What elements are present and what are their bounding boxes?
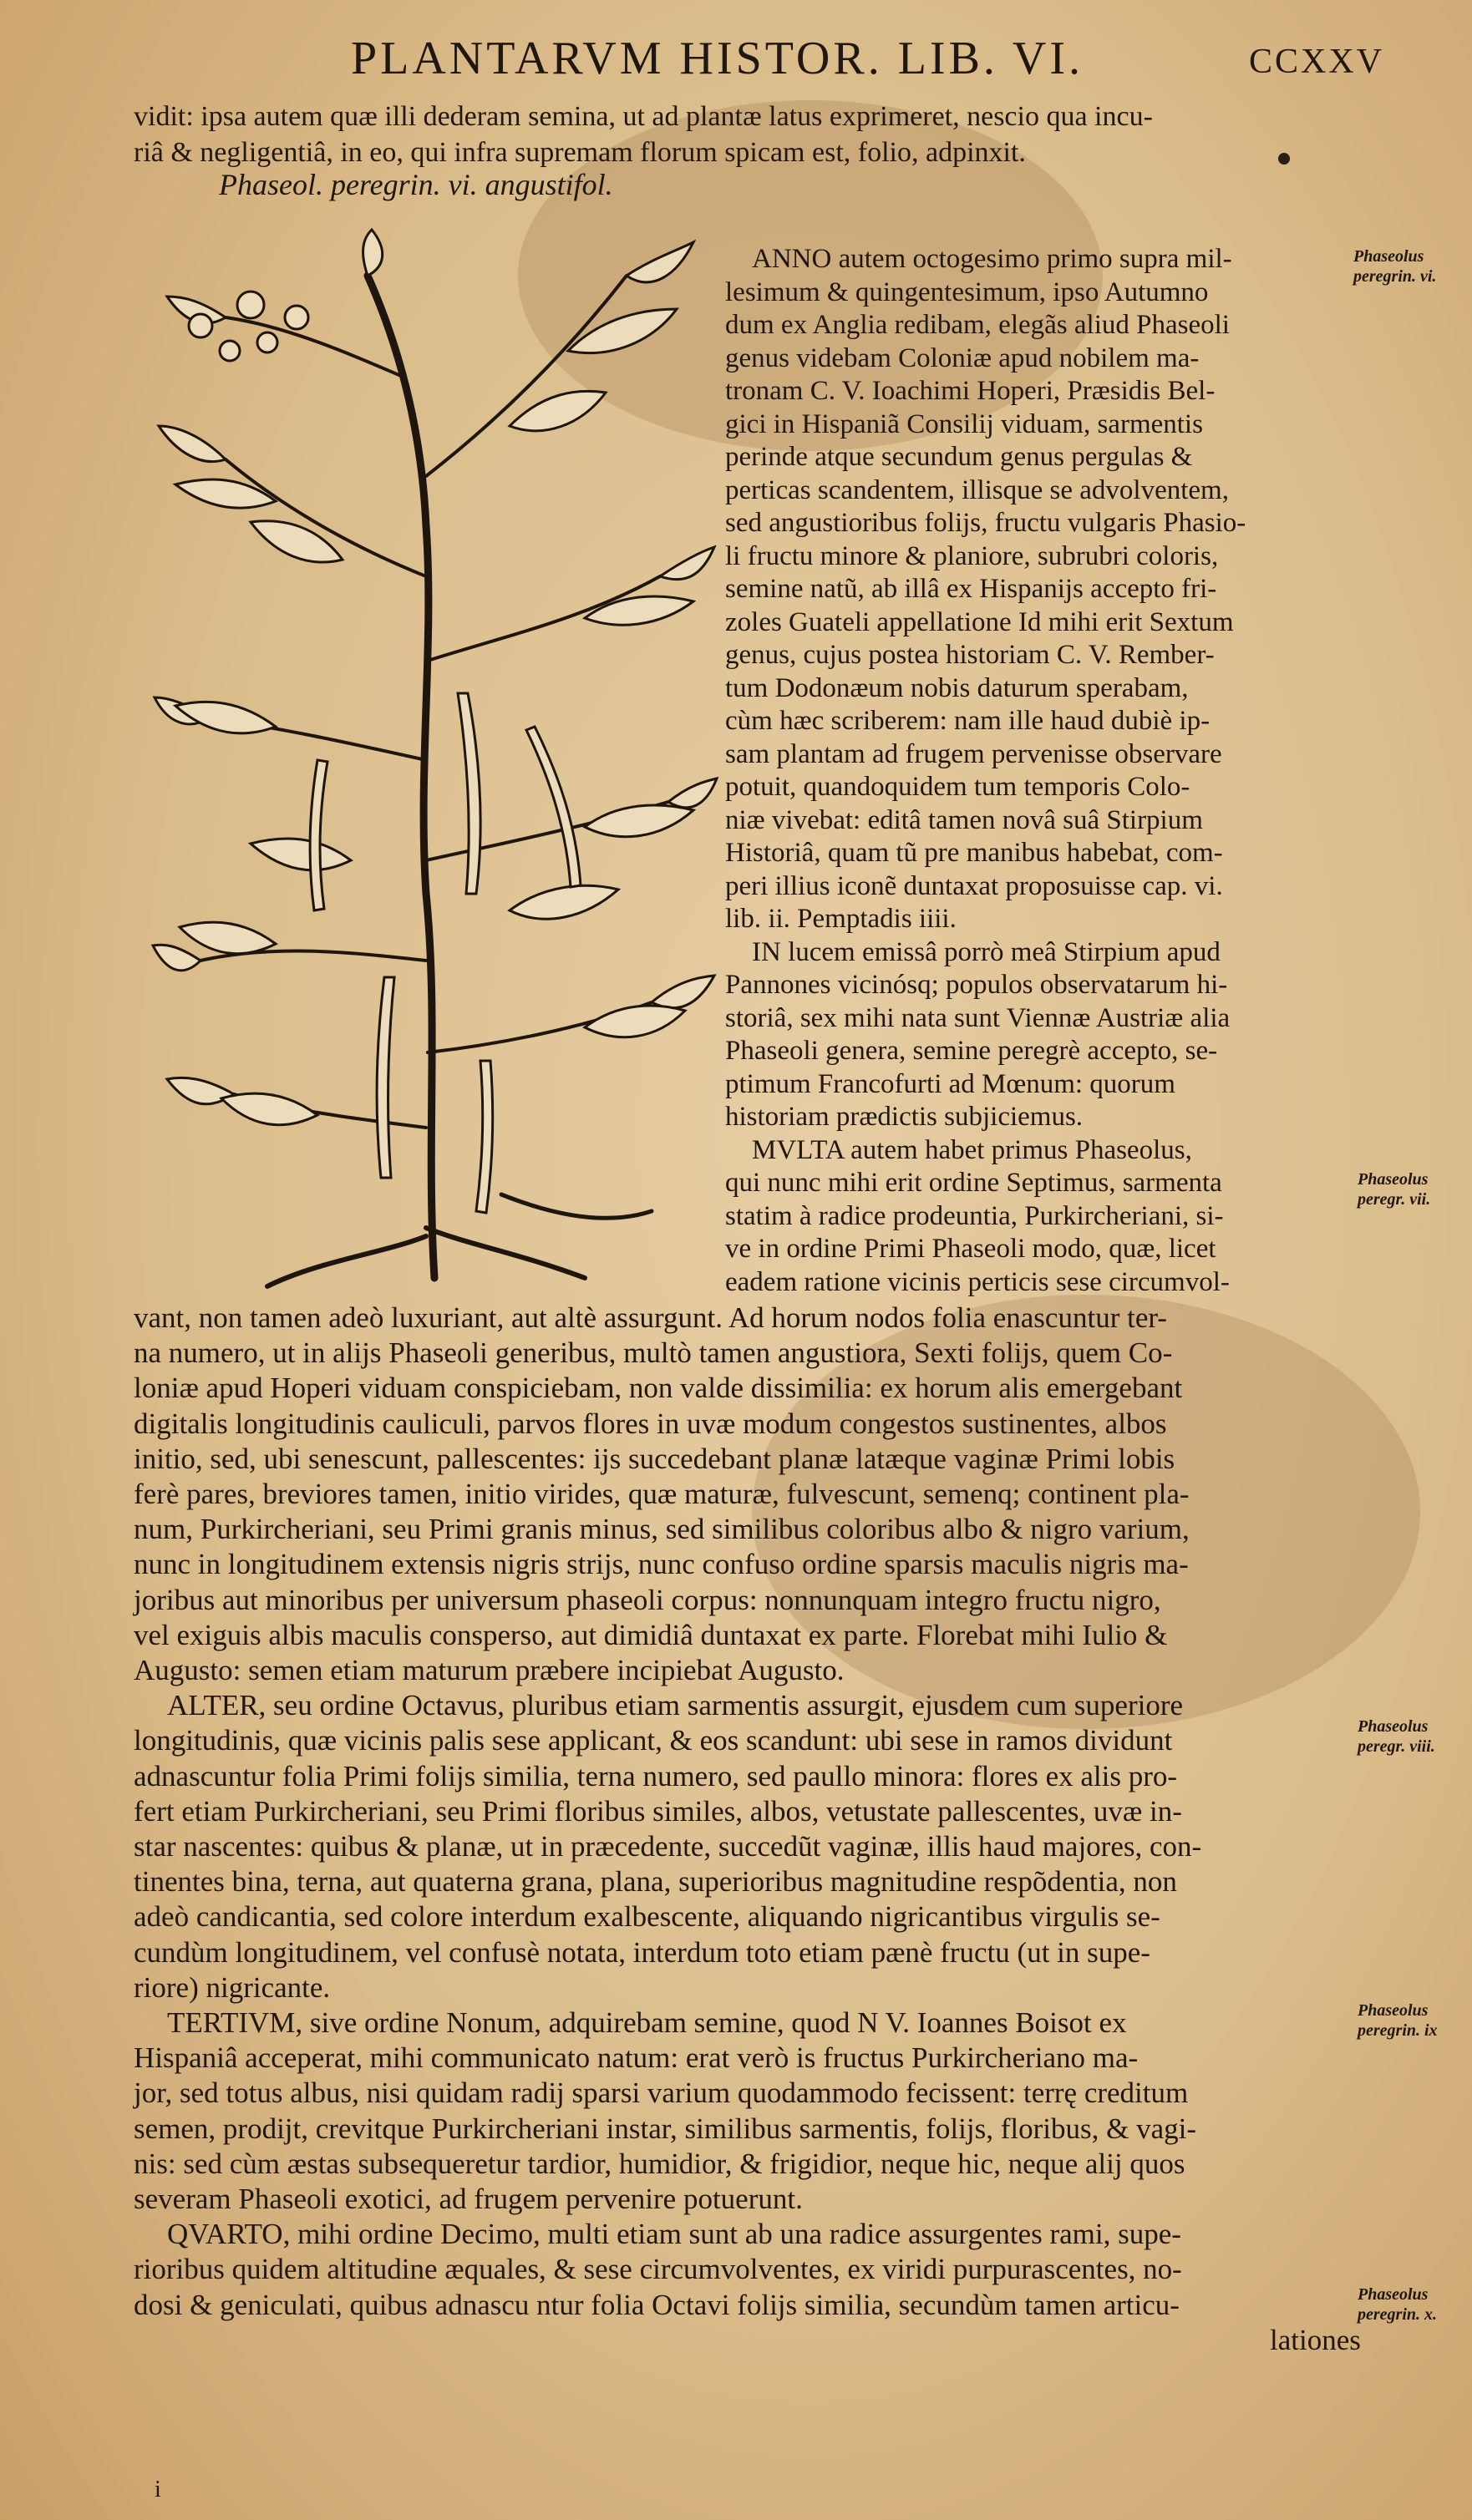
text-line: ferè pares, breviores tamen, initio virides, quæ maturæ, fulvescunt, semenq; continent pla-: [134, 1478, 1190, 1510]
margin-note: Phaseolus peregr. viii.: [1358, 1717, 1435, 1756]
text-line: dosi & geniculati, quibus adnascu ntur folia Octavi folijs similia, secundùm tamen articu-: [134, 2288, 1180, 2321]
text-line: nunc in longitudinem extensis nigris strijs, nunc confuso ordine sparsis maculis nigris ma-: [134, 1548, 1189, 1581]
margin-note: Phaseolus peregr. vii.: [1358, 1170, 1431, 1209]
text-line: semen, prodijt, crevitque Purkircheriani instar, similibus sarmentis, folijs, floribus, & vagi-: [134, 2112, 1196, 2145]
text-line: riore) nigricante.: [134, 1970, 331, 2004]
text-line: cùm hæc scriberem: nam ille haud dubiè ip-: [725, 706, 1211, 736]
text-line: tinentes bina, terna, aut quaterna grana, plana, superioribus magnitudine respõdentia, non: [134, 1865, 1177, 1899]
text-line: zoles Guateli appellatione Id mihi erit Sextum: [725, 606, 1234, 637]
text-line: star nascentes: quibus & planæ, ut in præcedente, succedũt vaginæ, illis haud majores, con-: [134, 1830, 1202, 1863]
text-line: Historiâ, quam tũ pre manibus habebat, com-: [725, 838, 1223, 868]
signature-mark: i: [155, 2477, 161, 2502]
text-line: MVLTA autem habet primus Phaseolus,: [752, 1134, 1192, 1165]
text-line: niæ vivebat: editâ tamen novâ suâ Stirpium: [725, 804, 1203, 835]
figure-caption: Phaseol. peregrin. vi. angustifol.: [219, 168, 613, 201]
margin-note: Phaseolus peregrin. vi.: [1353, 247, 1437, 286]
text-line: fert etiam Purkircheriani, seu Primi floribus similes, albos, vetustate pallescentes, uvæ in-: [134, 1794, 1182, 1828]
text-line: perticas scandentem, illisque se advolventem,: [725, 474, 1229, 505]
plant-woodcut: [150, 226, 718, 1311]
text-line: na numero, ut in alijs Phaseoli generibus, multò tamen angustiora, Sexti folijs, quem Co-: [134, 1336, 1173, 1370]
text-line: longitudinis, quæ vicinis palis sese applicant, & eos scandunt: ubi sese in ramos dividunt: [134, 1724, 1173, 1757]
text-line: initio, sed, ubi senescunt, pallescentes: ijs succedebant planæ latæque vaginæ Primi lobis: [134, 1442, 1175, 1475]
folio-number: CCXXV: [1249, 43, 1385, 81]
text-line: lationes: [1270, 2323, 1361, 2356]
text-line: ve in ordine Primi Phaseoli modo, quæ, licet: [725, 1234, 1216, 1264]
text-line: semine natũ, ab illâ ex Hispanijs accepto fri-: [725, 574, 1217, 604]
text-line: sam plantam ad frugem pervenisse observare: [725, 738, 1222, 769]
text-line: ANNO autem octogesimo primo supra mil-: [752, 244, 1232, 274]
text-line: Augusto: semen etiam maturum præbere incipiebat Augusto.: [134, 1654, 845, 1686]
text-line: qui nunc mihi erit ordine Septimus, sarmenta: [725, 1168, 1222, 1198]
text-line: ALTER, seu ordine Octavus, pluribus etiam sarmentis assurgit, ejusdem cum superiore: [167, 1689, 1184, 1722]
text-line: vant, non tamen adeò luxuriant, aut altè assurgunt. Ad horum nodos folia enascuntur ter-: [134, 1301, 1167, 1334]
text-line: loniæ apud Hoperi viduam conspiciebam, non valde dissimilia: ex horum alis emergebant: [134, 1372, 1183, 1405]
text-line: dum ex Anglia redibam, elegãs aliud Phaseoli: [725, 310, 1230, 340]
text-line: adnascuntur folia Primi folijs similia, terna numero, sed paullo minora: flores ex alis pro-: [134, 1759, 1178, 1792]
text-line: num, Purkircheriani, seu Primi granis minus, sed similibus coloribus albo & nigro varium,: [134, 1513, 1190, 1546]
text-line: li fructu minore & planiore, subrubri coloris,: [725, 540, 1219, 571]
text-line: lesimum & quingentesimum, ipso Autumno: [725, 276, 1209, 307]
text-line: tum Dodonæum nobis daturum sperabam,: [725, 672, 1189, 703]
intro-line: vidit: ipsa autem quæ illi dederam semina, ut ad plantæ latus exprimeret, nescio qua incu-: [134, 101, 1153, 132]
text-line: peri illius iconẽ duntaxat proposuisse cap. vi.: [725, 870, 1223, 901]
text-line: sed angustioribus folijs, fructu vulgaris Phasio-: [725, 508, 1246, 538]
text-line: adeò candicantia, sed colore interdum exalbescente, aliquando nigricantibus virgulis se-: [134, 1900, 1160, 1934]
margin-note: Phaseolus peregrin. x.: [1358, 2285, 1437, 2324]
text-line: tronam C. V. Ioachimi Hoperi, Præsidis Bel-: [725, 376, 1216, 406]
text-line: ptimum Francofurti ad Mœnum: quorum: [725, 1068, 1175, 1099]
text-line: QVARTO, mihi ordine Decimo, multi etiam sunt ab una radice assurgentes rami, supe-: [167, 2218, 1181, 2251]
text-line: Hispaniâ acceperat, mihi communicato natum: erat verò is fructus Purkircheriano ma-: [134, 2041, 1139, 2075]
text-line: genus, cujus postea historiam C. V. Rember-: [725, 640, 1215, 670]
margin-note: Phaseolus peregrin. ix: [1358, 2001, 1438, 2040]
text-line: eadem ratione vicinis perticis sese circumvol-: [725, 1266, 1230, 1297]
text-line: joribus aut minoribus per universum phaseoli corpus: nonnunquam integro fructu nigro,: [134, 1583, 1161, 1616]
text-line: rioribus quidem altitudine æquales, & sese circumvolventes, ex viridi purpurascentes, no-: [134, 2253, 1182, 2286]
text-line: nis: sed cùm æstas subsequeretur tardior, humidior, & frigidior, neque hic, neque alij quos: [134, 2147, 1185, 2180]
running-header: PLANTARVM HISTOR. LIB. VI.: [351, 33, 1084, 84]
text-line: genus videbam Coloniæ apud nobilem ma-: [725, 342, 1200, 373]
intro-line: riâ & negligentiâ, in eo, qui infra supremam florum spicam est, folio, adpinxit.: [134, 137, 1026, 168]
text-line: vel exiguis albis maculis conspersо, aut dimidiâ duntaxat ex parte. Florebat mihi Iulio &: [134, 1618, 1168, 1651]
text-line: IN lucem emissâ porrò meâ Stirpium apud: [752, 936, 1221, 967]
text-line: statim à radice prodeuntia, Purkircheriani, si-: [725, 1200, 1224, 1231]
text-line: storiâ, sex mihi nata sunt Viennæ Austriæ alia: [725, 1002, 1231, 1033]
text-line: gici in Hispaniã Consilij viduam, sarmentis: [725, 408, 1203, 439]
text-line: perinde atque secundum genus pergulas &: [725, 442, 1193, 472]
text-line: historiam prædictis subjiciemus.: [725, 1102, 1084, 1132]
text-line: potuit, quandoquidem tum temporis Colo-: [725, 772, 1190, 802]
text-line: Phaseoli genera, semine peregrè accepto, se-: [725, 1036, 1218, 1066]
text-line: severam Phaseoli exotici, ad frugem pervenire potuerunt.: [134, 2183, 803, 2215]
text-line: lib. ii. Pemptadis iiii.: [725, 904, 957, 934]
text-line: cundùm longitudinem, vel confusè notata, interdum toto etiam pænè fructu (ut in supe-: [134, 1935, 1150, 1969]
text-line: jor, sed totus albus, nisi quidam radij sparsi varium quodammodo fecissent: terrę creditum: [134, 2076, 1189, 2110]
text-line: digitalis longitudinis cauliculi, parvos flores in uvæ modum congestos sustinentes, albos: [134, 1407, 1167, 1440]
text-line: Pannones vicinósq; populos observatarum hi-: [725, 970, 1228, 1000]
text-line: TERTIVM, sive ordine Nonum, adquirebam semine, quod N V. Ioannes Boisot ex: [167, 2006, 1127, 2039]
printer-mark: [1278, 153, 1290, 165]
